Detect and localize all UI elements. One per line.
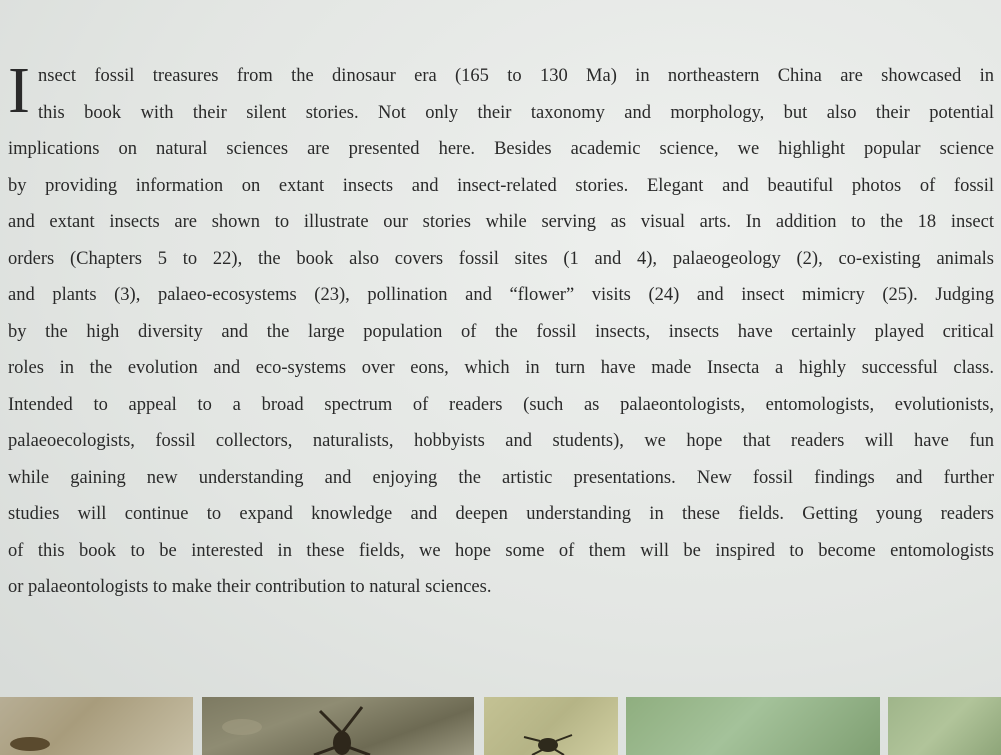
text-line: roles in the evolution and eco-systems over eons, which in turn have made Insecta a highly successful class. xyxy=(8,358,994,378)
text-line: studies will continue to expand knowledge and deepen understanding in these fields. Getting young readers xyxy=(8,504,994,524)
photo-strip xyxy=(0,697,1001,755)
fossil-insect-icon xyxy=(202,697,474,755)
text-line: by providing information on extant insects and insect-related stories. Elegant and beautiful photos of fossil xyxy=(8,175,994,196)
fossil-photo xyxy=(484,697,618,755)
text-line: Intended to appeal to a broad spectrum of readers (such as palaeontologists, entomologists, evolutionists, xyxy=(8,394,994,415)
fossil-photo xyxy=(626,697,880,755)
text-line: nsect fossil treasures from the dinosaur era (165 to 130 Ma) in northeastern China are showcased in xyxy=(38,66,994,86)
text-line: of this book to be interested in these fields, we hope some of them will be inspired to become entomologists xyxy=(8,540,994,561)
text-line: orders (Chapters 5 to 22), the book also covers fossil sites (1 and 4), palaeogeology (2), co-existing animals xyxy=(8,248,994,269)
text-line: or palaeontologists to make their contribution to natural sciences. xyxy=(8,577,492,597)
text-line: and plants (3), palaeo-ecosystems (23), pollination and “flower” visits (24) and insect mimicry (25). Judging xyxy=(8,285,994,305)
text-line: by the high diversity and the large population of the fossil insects, insects have certainly played critical xyxy=(8,321,994,342)
fossil-photo xyxy=(202,697,474,755)
text-line: implications on natural sciences are presented here. Besides academic science, we highlight popular science xyxy=(8,139,994,159)
drop-cap: I xyxy=(8,54,30,127)
fossil-insect-icon xyxy=(484,697,618,755)
fossil-photo xyxy=(0,697,193,755)
text-line: and extant insects are shown to illustrate our stories while serving as visual arts. In addition to the 18 insect xyxy=(8,212,994,232)
intro-paragraph xyxy=(8,54,994,606)
text-line: palaeoecologists, fossil collectors, naturalists, hobbyists and students), we hope that readers will have fun xyxy=(8,431,994,451)
fossil-photo xyxy=(888,697,1001,755)
text-line: while gaining new understanding and enjoying the artistic presentations. New fossil findings and further xyxy=(8,467,994,488)
text-line: this book with their silent stories. Not only their taxonomy and morphology, but also their potential xyxy=(38,102,994,123)
